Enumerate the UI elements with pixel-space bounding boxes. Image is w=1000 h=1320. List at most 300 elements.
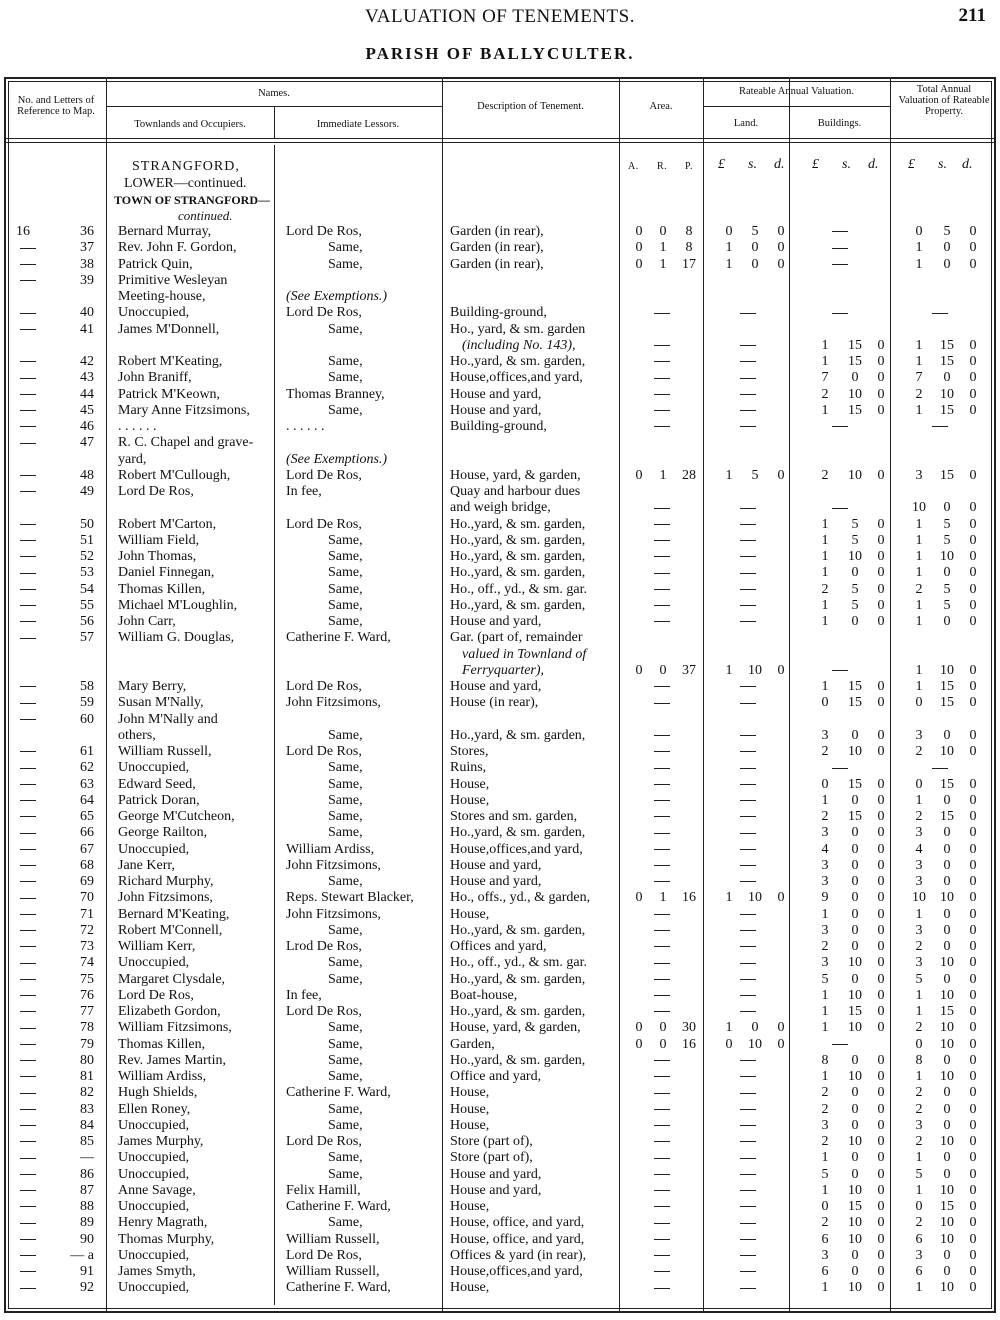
row-description: House, <box>450 906 490 922</box>
row-description: Quay and harbour dues <box>450 484 581 499</box>
row-total-2: 0 <box>969 939 977 954</box>
row-total-0: 0 <box>915 224 923 239</box>
row-description: House, <box>450 776 490 792</box>
row-occupier: Lord De Ros, <box>118 484 194 499</box>
row-buildings-1: 0 <box>851 971 859 987</box>
row-total-0: 1 <box>915 1069 923 1084</box>
row-buildings-1: 15 <box>848 809 862 824</box>
row-buildings-1: 0 <box>851 890 859 906</box>
row-description: House and yard, <box>450 402 542 418</box>
row-lessor: Lord De Ros, <box>286 224 362 239</box>
dash-mark <box>654 589 670 590</box>
row-map-dash <box>20 598 36 614</box>
row-total-2: 0 <box>969 1117 977 1133</box>
dash-mark <box>20 264 36 265</box>
dash-mark <box>740 573 756 574</box>
row-lessor: Lord De Ros, <box>286 467 362 483</box>
row-buildings-2: 0 <box>877 1264 885 1279</box>
row-buildings-1: 0 <box>851 1085 859 1101</box>
row-map-dash <box>20 240 36 256</box>
row-occupier: Unoccupied, <box>118 955 190 971</box>
unit-shillings: s. <box>938 157 947 172</box>
row-area-2: 17 <box>682 256 696 272</box>
row-occupier: John Braniff, <box>118 370 192 386</box>
row-total-0: 7 <box>915 370 923 386</box>
row-number: 63 <box>80 776 94 792</box>
row-buildings-2: 0 <box>877 1020 885 1036</box>
dash-mark <box>740 1158 756 1159</box>
row-area-dash <box>654 565 670 581</box>
row-total-2: 0 <box>969 597 977 613</box>
row-buildings-1: 10 <box>848 549 862 564</box>
row-total-2: 0 <box>969 857 977 873</box>
row-description: and weigh bridge, <box>450 500 551 516</box>
dash-mark <box>20 1125 36 1126</box>
row-occupier: James Murphy, <box>118 1134 204 1149</box>
row-lessor: Same, <box>328 874 363 889</box>
row-buildings-dash <box>832 224 848 240</box>
dash-mark <box>20 1011 36 1012</box>
row-buildings-2: 0 <box>877 1069 885 1084</box>
row-area-2: 30 <box>682 1020 696 1036</box>
row-occupier: James M'Donnell, <box>118 321 220 337</box>
row-occupier: Robert M'Keating, <box>118 354 223 369</box>
row-buildings-2: 0 <box>877 386 885 402</box>
row-occupier: John Thomas, <box>118 549 197 564</box>
row-total-2: 0 <box>969 1150 977 1166</box>
row-land-2: 0 <box>777 224 785 239</box>
row-lessor: In fee, <box>286 484 322 499</box>
row-area-dash <box>654 1102 670 1118</box>
row-number: 71 <box>80 906 94 922</box>
row-occupier: John Fitzsimons, <box>118 890 213 906</box>
row-description: Ho.,yard, & sm. garden, <box>450 549 586 564</box>
dash-mark <box>740 1141 756 1142</box>
row-description: Garden, <box>450 1036 495 1052</box>
row-total-1: 0 <box>943 1101 951 1117</box>
row-buildings-0: 2 <box>821 467 829 483</box>
row-buildings-0: 2 <box>821 744 829 759</box>
row-total-2: 0 <box>969 500 977 516</box>
row-total-0: 1 <box>915 679 923 694</box>
row-land-dash <box>740 874 756 890</box>
row-buildings-0: 2 <box>821 809 829 824</box>
dash-mark <box>20 995 36 996</box>
row-occupier: William Ardiss, <box>118 1069 207 1084</box>
dash-mark <box>740 1206 756 1207</box>
row-total-2: 0 <box>969 516 977 532</box>
row-land-dash <box>740 825 756 841</box>
row-buildings-2: 0 <box>877 1052 885 1068</box>
row-number: 49 <box>80 484 94 499</box>
row-total-0: 1 <box>915 662 923 678</box>
row-map-dash <box>20 468 36 484</box>
row-lessor: Same, <box>328 354 363 369</box>
dash-mark <box>20 930 36 931</box>
row-number: 73 <box>80 939 94 954</box>
row-land-dash <box>740 1280 756 1296</box>
row-number: 65 <box>80 809 94 824</box>
row-land-dash <box>740 1232 756 1248</box>
dash-mark <box>740 1076 756 1077</box>
row-description: House, <box>450 1280 490 1296</box>
row-area-1: 1 <box>659 890 667 906</box>
dash-mark <box>740 703 756 704</box>
row-number: 48 <box>80 467 94 483</box>
row-total-0: 5 <box>915 1166 923 1182</box>
row-total-2: 0 <box>969 809 977 824</box>
row-total-1: 10 <box>940 1069 954 1084</box>
row-lessor: John Fitzsimons, <box>286 857 381 873</box>
row-area-dash <box>654 1150 670 1166</box>
row-buildings-0: 1 <box>821 1020 829 1036</box>
row-occupier: Lord De Ros, <box>118 987 194 1003</box>
row-buildings-0: 1 <box>821 549 829 564</box>
row-number: 37 <box>80 240 94 256</box>
row-land-dash <box>740 744 756 760</box>
row-total-1: 0 <box>943 922 951 938</box>
row-area-dash <box>654 305 670 321</box>
row-occupier: Unoccupied, <box>118 1280 190 1296</box>
row-number: 36 <box>80 224 94 239</box>
row-description: Ruins, <box>450 760 487 776</box>
row-area-dash <box>654 1199 670 1215</box>
row-lessor: Reps. Stewart Blacker, <box>286 890 414 906</box>
row-total-2: 0 <box>969 1085 977 1101</box>
dash-mark <box>20 556 36 557</box>
dash-mark <box>654 1239 670 1240</box>
dash-mark <box>740 833 756 834</box>
row-description: Gar. (part of, remainder <box>450 630 583 646</box>
row-total-0: 6 <box>915 1231 923 1247</box>
header-description: Description of Tenement. <box>477 101 584 112</box>
row-area-1: 0 <box>659 662 667 678</box>
row-buildings-1: 15 <box>848 695 862 711</box>
row-buildings-0: 3 <box>821 727 829 743</box>
row-buildings-2: 0 <box>877 792 885 808</box>
unit-acres: A. <box>628 161 639 172</box>
dash-mark <box>20 1044 36 1045</box>
row-total-2: 0 <box>969 1036 977 1052</box>
row-number: 46 <box>80 419 94 434</box>
dash-mark <box>740 1109 756 1110</box>
row-buildings-0: 3 <box>821 922 829 938</box>
dash-mark <box>20 443 36 444</box>
row-lessor: William Russell, <box>286 1231 380 1247</box>
header-rateable: Rateable Annual Valuation. <box>739 86 854 97</box>
dash-mark <box>20 1174 36 1175</box>
row-area-0: 0 <box>635 240 643 256</box>
row-buildings-2: 0 <box>877 1215 885 1231</box>
row-area-0: 0 <box>635 467 643 483</box>
row-buildings-1: 0 <box>851 727 859 743</box>
row-description: Garden (in rear), <box>450 256 544 272</box>
dash-mark <box>832 264 848 265</box>
row-number: 83 <box>80 1101 94 1117</box>
dash-mark <box>20 1141 36 1142</box>
row-total-0: 1 <box>915 337 923 353</box>
row-description: House,offices,and yard, <box>450 370 583 386</box>
row-number: 40 <box>80 305 94 321</box>
row-map-dash <box>20 387 36 403</box>
row-map-dash <box>20 777 36 793</box>
row-map-dash <box>20 484 36 500</box>
row-buildings-1: 10 <box>848 1280 862 1296</box>
row-total-1: 15 <box>940 809 954 824</box>
row-map-dash <box>20 1215 36 1231</box>
row-number: 50 <box>80 516 94 532</box>
row-occupier: Robert M'Carton, <box>118 516 217 532</box>
section-town: TOWN OF STRANGFORD— <box>114 193 271 207</box>
row-description: House and yard, <box>450 614 542 629</box>
row-description: Ho.,yard, & sm. garden, <box>450 532 586 548</box>
dash-mark <box>740 378 756 379</box>
row-land-0: 1 <box>725 1020 733 1036</box>
row-occupier: William Russell, <box>118 744 212 759</box>
row-description: House, office, and yard, <box>450 1231 585 1247</box>
row-total-1: 10 <box>940 386 954 402</box>
dash-mark <box>740 426 756 427</box>
row-occupier: William Fitzsimons, <box>118 1020 232 1036</box>
dash-mark <box>654 1288 670 1289</box>
dash-mark <box>654 1060 670 1061</box>
row-lessor: Lord De Ros, <box>286 1004 362 1019</box>
row-total-2: 0 <box>969 727 977 743</box>
dash-mark <box>740 1239 756 1240</box>
row-map-dash <box>20 549 36 565</box>
row-buildings-dash <box>832 663 848 679</box>
row-land-2: 0 <box>777 1036 785 1052</box>
row-buildings-2: 0 <box>877 1199 885 1214</box>
row-area-dash <box>654 614 670 630</box>
row-description: Ho.,yard, & sm. garden, <box>450 727 586 743</box>
row-total-1: 10 <box>940 549 954 564</box>
row-buildings-1: 5 <box>851 597 859 613</box>
row-description: Ho.,yard, & sm. garden, <box>450 971 586 987</box>
row-area-2: 8 <box>685 240 693 256</box>
row-occupier: Mary Anne Fitzsimons, <box>118 402 250 418</box>
row-total-1: 0 <box>943 939 951 954</box>
row-occupier: Bernard Murray, <box>118 224 212 239</box>
row-occupier: Unoccupied, <box>118 760 190 776</box>
row-buildings-1: 10 <box>848 1182 862 1198</box>
row-buildings-2: 0 <box>877 1101 885 1117</box>
row-number: 77 <box>80 1004 94 1019</box>
row-buildings-1: 5 <box>851 532 859 548</box>
row-total-1: 5 <box>943 532 951 548</box>
row-occupier: Unoccupied, <box>118 1150 190 1166</box>
row-map-dash <box>20 1264 36 1280</box>
row-number: 75 <box>80 971 94 987</box>
row-area-dash <box>654 1085 670 1101</box>
row-lessor: Same, <box>328 614 363 629</box>
row-land-dash <box>740 598 756 614</box>
row-buildings-0: 3 <box>821 955 829 971</box>
section-continued <box>124 176 246 192</box>
header-total: Total Annual Valuation of Rateable Property. <box>898 84 990 117</box>
col-rule <box>619 79 620 1311</box>
row-total-1: 0 <box>943 841 951 857</box>
unit-pounds: £ <box>718 157 725 172</box>
row-land-1: 10 <box>748 1036 762 1052</box>
row-area-0: 0 <box>635 224 643 239</box>
row-map-dash <box>20 760 36 776</box>
dash-mark <box>654 768 670 769</box>
row-total-1: 15 <box>940 1004 954 1019</box>
dash-mark <box>654 735 670 736</box>
row-number: 85 <box>80 1134 94 1149</box>
dash-mark <box>20 524 36 525</box>
row-buildings-0: 9 <box>821 890 829 906</box>
row-total-1: 15 <box>940 402 954 418</box>
row-land-dash <box>740 533 756 549</box>
row-map-dash <box>20 793 36 809</box>
row-land-dash <box>740 387 756 403</box>
row-buildings-dash <box>832 1037 848 1053</box>
dash-mark <box>20 394 36 395</box>
row-number: — a <box>70 1247 94 1263</box>
dash-mark <box>20 1109 36 1110</box>
row-area-dash <box>654 354 670 370</box>
row-total-2: 0 <box>969 1215 977 1231</box>
row-total-2: 0 <box>969 467 977 483</box>
row-buildings-1: 0 <box>851 874 859 889</box>
dash-mark <box>20 865 36 866</box>
row-area-0: 0 <box>635 890 643 906</box>
row-total-0: 1 <box>915 549 923 564</box>
row-description: Building-ground, <box>450 419 547 434</box>
row-total-1: 10 <box>940 890 954 906</box>
row-total-1: 15 <box>940 776 954 792</box>
row-total-0: 5 <box>915 971 923 987</box>
row-map-dash <box>20 1085 36 1101</box>
row-buildings-0: 1 <box>821 402 829 418</box>
row-buildings-0: 1 <box>821 516 829 532</box>
row-map-dash <box>20 1020 36 1036</box>
row-lessor: Same, <box>328 1166 363 1182</box>
row-total-2: 0 <box>969 792 977 808</box>
row-total-2: 0 <box>969 1166 977 1182</box>
row-buildings-0: 2 <box>821 1085 829 1101</box>
row-description: House and yard, <box>450 1166 542 1182</box>
row-total-1: 10 <box>940 1020 954 1036</box>
row-number: 80 <box>80 1052 94 1068</box>
section-townland: STRANGFORD, <box>132 159 240 174</box>
row-area-dash <box>654 403 670 419</box>
row-buildings-1: 10 <box>848 386 862 402</box>
row-lessor: (See Exemptions.) <box>286 289 388 304</box>
row-area-dash <box>654 1215 670 1231</box>
dash-mark <box>654 1206 670 1207</box>
row-land-dash <box>740 1199 756 1215</box>
row-lessor: Same, <box>328 825 363 841</box>
row-total-0: 2 <box>915 1020 923 1036</box>
row-buildings-0: 0 <box>821 1199 829 1214</box>
row-buildings-0: 3 <box>821 857 829 873</box>
row-total-2: 0 <box>969 386 977 402</box>
row-total-2: 0 <box>969 370 977 386</box>
row-area-dash <box>654 517 670 533</box>
row-total-2: 0 <box>969 922 977 938</box>
row-total-2: 0 <box>969 565 977 581</box>
row-area-1: 0 <box>659 1020 667 1036</box>
row-buildings-1: 0 <box>851 1101 859 1117</box>
row-land-1: 5 <box>751 224 759 239</box>
row-buildings-0: 1 <box>821 1182 829 1198</box>
row-lessor: Lord De Ros, <box>286 305 362 321</box>
row-map-dash <box>20 630 36 646</box>
dash-mark <box>20 361 36 362</box>
dash-mark <box>20 963 36 964</box>
row-buildings-1: 0 <box>851 565 859 581</box>
row-lessor: William Russell, <box>286 1264 380 1279</box>
row-occupier: Primitive Wesleyan <box>118 272 228 288</box>
dash-mark <box>654 1223 670 1224</box>
dash-mark <box>654 1076 670 1077</box>
dash-mark <box>20 686 36 687</box>
dash-mark <box>654 605 670 606</box>
row-total-2: 0 <box>969 971 977 987</box>
dash-mark <box>20 491 36 492</box>
row-total-2: 0 <box>969 679 977 694</box>
unit-perches: P. <box>685 161 693 172</box>
row-number: 64 <box>80 792 94 808</box>
row-map-dash <box>20 1183 36 1199</box>
row-map-dash <box>20 1232 36 1248</box>
dash-mark <box>740 979 756 980</box>
unit-pence: d. <box>868 157 879 172</box>
row-buildings-1: 0 <box>851 857 859 873</box>
row-total-2: 0 <box>969 614 977 629</box>
row-total-1: 0 <box>943 857 951 873</box>
row-total-0: 2 <box>915 1215 923 1231</box>
row-number: — <box>80 1150 94 1166</box>
row-description: House and yard, <box>450 386 542 402</box>
row-map: 16 <box>16 224 30 239</box>
row-area-dash <box>654 338 670 354</box>
row-buildings-2: 0 <box>877 1182 885 1198</box>
row-buildings-2: 0 <box>877 370 885 386</box>
row-occupier: R. C. Chapel and grave- <box>118 435 254 451</box>
unit-pence: d. <box>774 157 785 172</box>
row-total-2: 0 <box>969 1052 977 1068</box>
row-buildings-0: 3 <box>821 825 829 841</box>
row-area-dash <box>654 760 670 776</box>
row-total-0: 1 <box>915 906 923 922</box>
col-rule <box>274 145 275 1305</box>
row-area-dash <box>654 1118 670 1134</box>
row-map-dash <box>20 890 36 906</box>
row-total-1: 10 <box>940 1036 954 1052</box>
row-total-1: 10 <box>940 955 954 971</box>
header-lessors: Immediate Lessors. <box>316 119 400 130</box>
row-buildings-2: 0 <box>877 874 885 889</box>
row-total-1: 0 <box>943 370 951 386</box>
row-land-dash <box>740 1069 756 1085</box>
row-lessor: Lord De Ros, <box>286 1247 362 1263</box>
row-buildings-2: 0 <box>877 565 885 581</box>
dash-mark <box>20 589 36 590</box>
row-map-dash <box>20 354 36 370</box>
row-land-dash <box>740 582 756 598</box>
row-lessor: Same, <box>328 240 363 256</box>
row-total-2: 0 <box>969 955 977 971</box>
dash-mark <box>20 816 36 817</box>
row-map-dash <box>20 955 36 971</box>
row-description: Garden (in rear), <box>450 224 544 239</box>
row-buildings-2: 0 <box>877 1004 885 1019</box>
row-lessor: Same, <box>328 760 363 776</box>
